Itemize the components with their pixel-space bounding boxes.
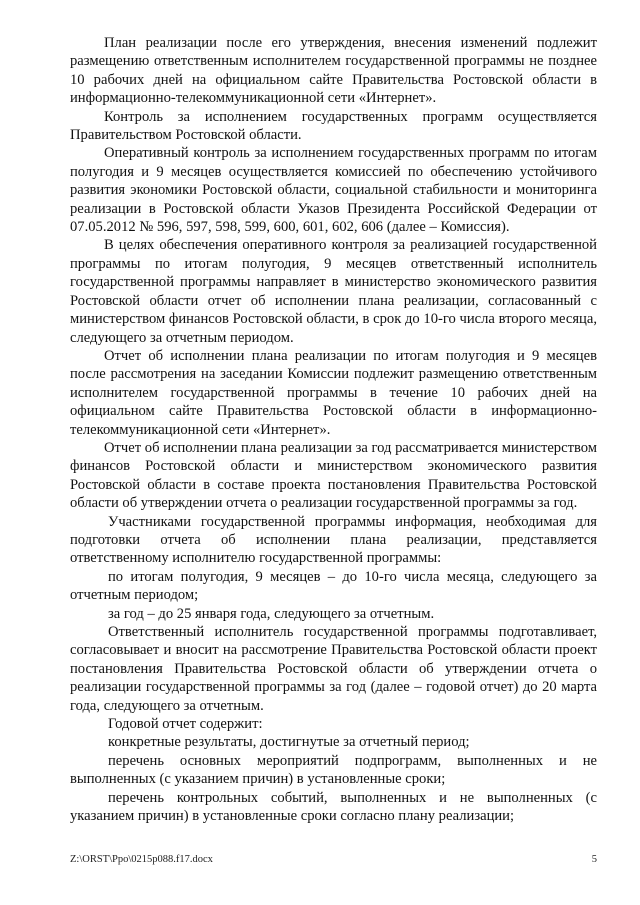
paragraph-participants-info: Участниками государственной программы информация, необходимая для подготовки отчета об исполнении плана реализации, представляется ответственному исполнителю государственной программы: (70, 513, 597, 567)
paragraph-control: Контроль за исполнением государственных программ осуществляется Правительством Ростовской области. (70, 108, 597, 144)
page-number: 5 (591, 854, 597, 865)
paragraph-control-events: перечень контрольных событий, выполненных и не выполненных (с указанием причин) в установленные сроки согласно плану реализации; (70, 789, 597, 825)
document-body (70, 34, 597, 825)
paragraph-annual-report-contents: Годовой отчет содержит: (108, 716, 263, 733)
page-footer (70, 854, 597, 868)
paragraph-operative-control-purpose: В целях обеспечения оперативного контроля за реализацией государственной программы по итогам полугодия, 9 месяцев ответственный исполнитель государственной программы направляет в министерство экономического развития Ростовской области отчет об исполнении плана реализации, согласованный с министерством финансов Ростовской области, в срок до 10-го числа второго месяца, следующего за отчетным периодом. (70, 237, 597, 346)
paragraph-deadline-half-year: по итогам полугодия, 9 месяцев – до 10-го числа месяца, следующего за отчетным периодом; (70, 568, 597, 604)
paragraph-main-activities: перечень основных мероприятий подпрограмм, выполненных и не выполненных (с указанием причин) в установленные сроки; (70, 752, 597, 788)
paragraph-plan-publication: План реализации после его утверждения, внесения изменений подлежит размещению ответственным исполнителем государственной программы не позднее 10 рабочих дней на официальном сайте Правительства Ростовской области в информационно-телекоммуникационной сети «Интернет». (70, 35, 597, 107)
paragraph-results: конкретные результаты, достигнутые за отчетный период; (108, 734, 470, 751)
paragraph-deadline-year: за год – до 25 января года, следующего за отчетным. (108, 605, 435, 622)
file-path: Z:\ORST\Ppo\0215p088.f17.docx (70, 854, 213, 865)
paragraph-annual-report: Ответственный исполнитель государственной программы подготавливает, согласовывает и вносит на рассмотрение Правительства Ростовской области проект постановления Правительства Ростовской области об утверждении отчета о реализации государственной программы за год (далее – годовой отчет) до 20 марта года, следующего за отчетным. (70, 624, 597, 714)
paragraph-operative-control: Оперативный контроль за исполнением государственных программ по итогам полугодия и 9 месяцев осуществляется комиссией по обеспечению устойчивого развития экономики Ростовской области, социальной стабильности и мониторинга реализации в Ростовской области Указов Президента Российской Федерации от 07.05.2012 № 596, 597, 598, 599, 600, 601, 602, 606 (далее – Комиссия). (70, 145, 597, 236)
paragraph-annual-review: Отчет об исполнении плана реализации за год рассматривается министерством финансов Ростовской области и министерством экономического развития Ростовской области в составе проекта постановления Правительства Ростовской области об утверждении отчета о реализации государственной программы за год. (70, 439, 597, 512)
paragraph-report-publication: Отчет об исполнении плана реализации по итогам полугодия и 9 месяцев после рассмотрения на заседании Комиссии подлежит размещению ответственным исполнителем государственной программы в течение 10 рабочих дней на официальном сайте Правительства Ростовской области в информационно-телекоммуникационной сети «Интернет». (70, 347, 597, 438)
